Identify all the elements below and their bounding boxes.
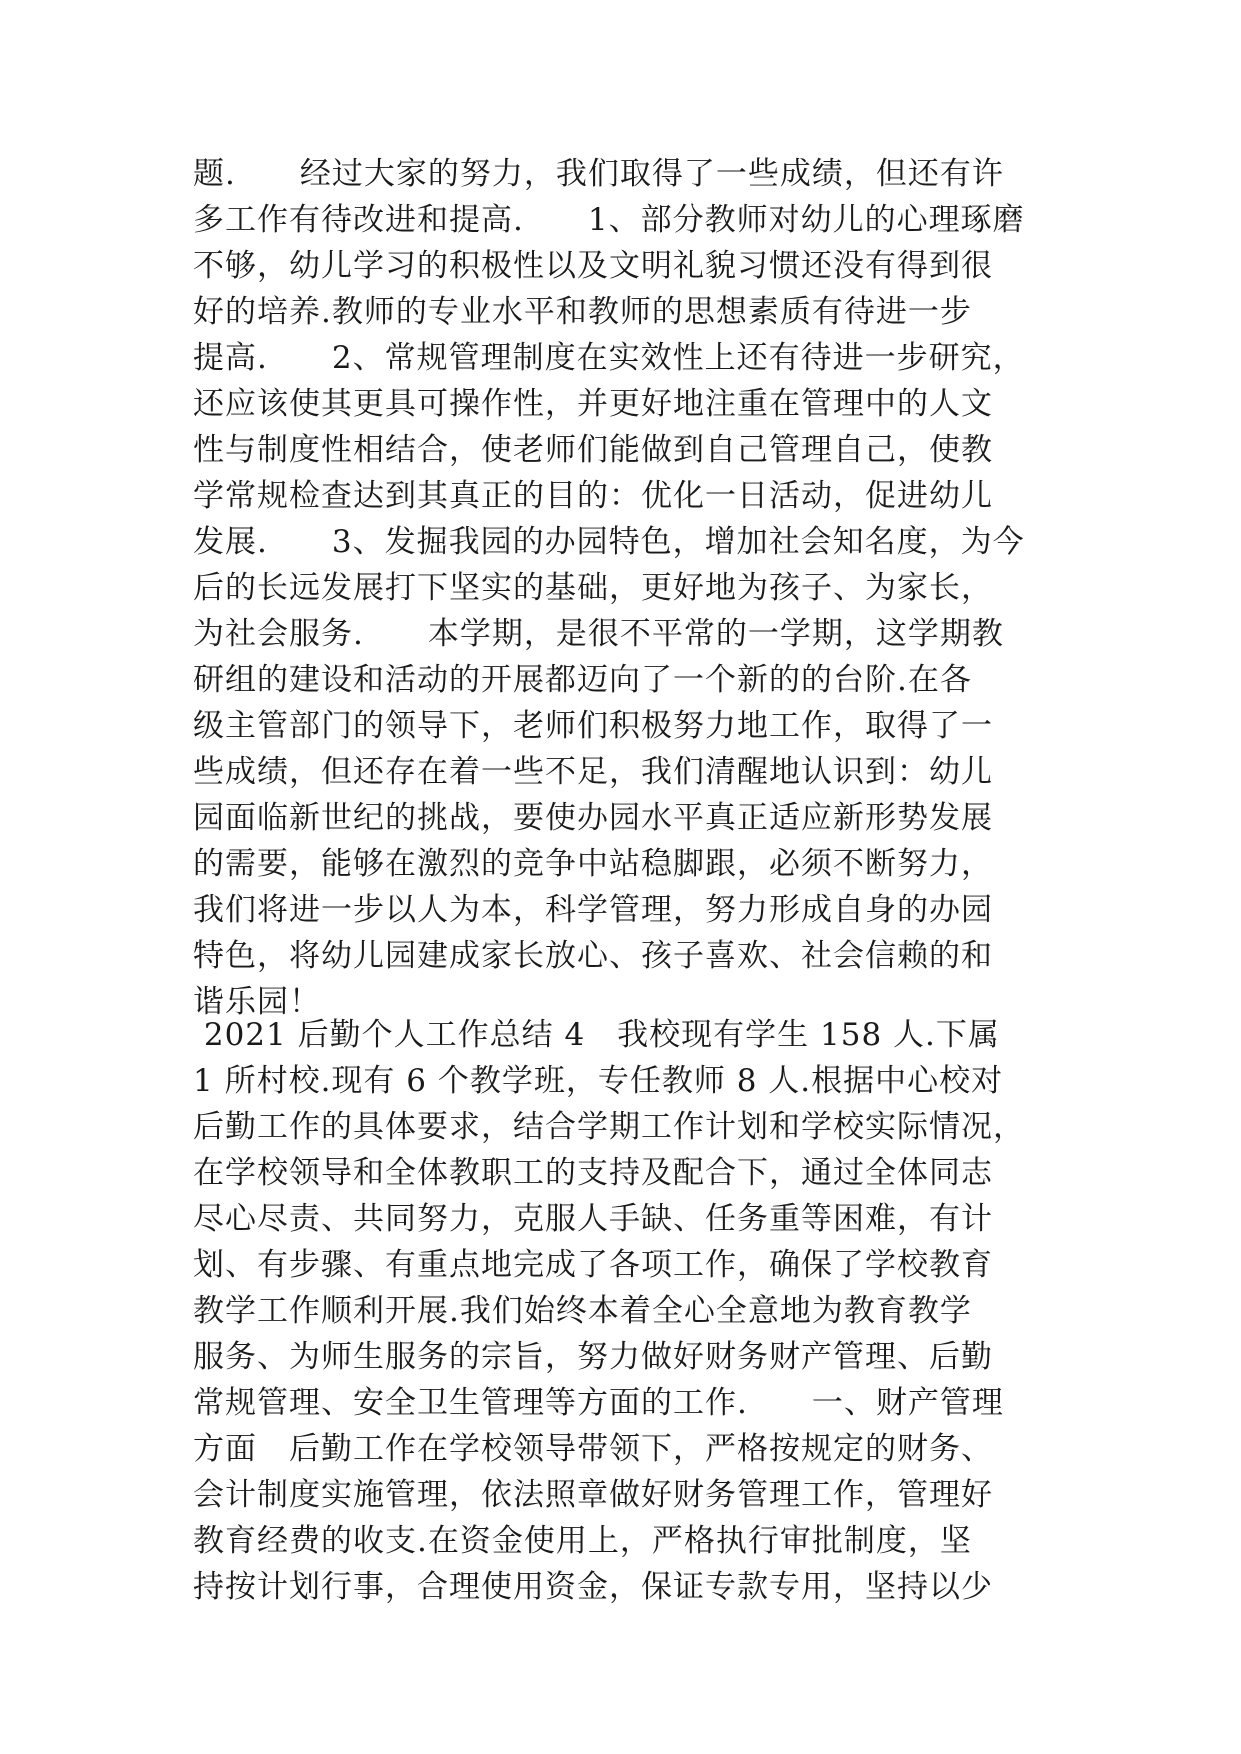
text-line: 划、有步骤、有重点地完成了各项工作，确保了学校教育 [193,1247,993,1283]
text-line: 服务、为师生服务的宗旨，努力做好财务财产管理、后勤 [193,1339,993,1375]
text-line: 后勤工作的具体要求，结合学期工作计划和学校实际情况， [193,1109,1025,1145]
text-line: 1 所村校.现有 6 个教学班，专任教师 8 人.根据中心校对 [193,1063,1004,1099]
text-line: 教育经费的收支.在资金使用上，严格执行审批制度，坚 [193,1523,972,1559]
text-line: 研组的建设和活动的开展都迈向了一个新的的台阶.在各 [193,662,972,698]
text-line: 提高. 2、常规管理制度在实效性上还有待进一步研究， [193,340,1025,376]
text-line: 题. 经过大家的努力，我们取得了一些成绩，但还有许 [193,156,1004,192]
text-line: 学常规检查达到其真正的目的：优化一日活动，促进幼儿 [193,478,993,514]
text-line: 我们将进一步以人为本，科学管理，努力形成自身的办园 [193,892,993,928]
text-line: 为社会服务. 本学期，是很不平常的一学期，这学期教 [193,616,1004,652]
text-line: 发展. 3、发掘我园的办园特色，增加社会知名度，为今 [193,524,1025,560]
text-line: 特色，将幼儿园建成家长放心、孩子喜欢、社会信赖的和 [193,938,993,974]
text-line: 持按计划行事，合理使用资金，保证专款专用，坚持以少 [193,1569,993,1605]
text-line: 谐乐园！ [193,984,321,1020]
text-line: 方面 后勤工作在学校领导带领下，严格按规定的财务、 [193,1431,993,1467]
text-line: 多工作有待改进和提高. 1、部分教师对幼儿的心理琢磨 [193,202,1025,238]
text-line: 教学工作顺利开展.我们始终本着全心全意地为教育教学 [193,1293,972,1329]
text-line: 些成绩，但还存在着一些不足，我们清醒地认识到：幼儿 [193,754,993,790]
paragraph-1 [193,151,1053,1025]
text-line: 在学校领导和全体教职工的支持及配合下，通过全体同志 [193,1155,993,1191]
text-line: 园面临新世纪的挑战，要使办园水平真正适应新形势发展 [193,800,993,836]
text-line: 会计制度实施管理，依法照章做好财务管理工作，管理好 [193,1477,993,1513]
text-line: 后的长远发展打下坚实的基础，更好地为孩子、为家长， [193,570,993,606]
text-line: 级主管部门的领导下，老师们积极努力地工作，取得了一 [193,708,993,744]
text-line: 的需要，能够在激烈的竞争中站稳脚跟，必须不断努力， [193,846,993,882]
text-line: 性与制度性相结合，使老师们能做到自己管理自己，使教 [193,432,993,468]
text-line: 尽心尽责、共同努力，克服人手缺、任务重等困难，有计 [193,1201,993,1237]
text-line: 不够，幼儿学习的积极性以及文明礼貌习惯还没有得到很 [193,248,993,284]
paragraph-2 [193,1012,1053,1610]
text-line: 2021 后勤个人工作总结 4 我校现有学生 158 人.下属 [193,1017,1000,1053]
text-line: 常规管理、安全卫生管理等方面的工作. 一、财产管理 [193,1385,1004,1421]
text-line: 好的培养.教师的专业水平和教师的思想素质有待进一步 [193,294,972,330]
text-line: 还应该使其更具可操作性，并更好地注重在管理中的人文 [193,386,993,422]
